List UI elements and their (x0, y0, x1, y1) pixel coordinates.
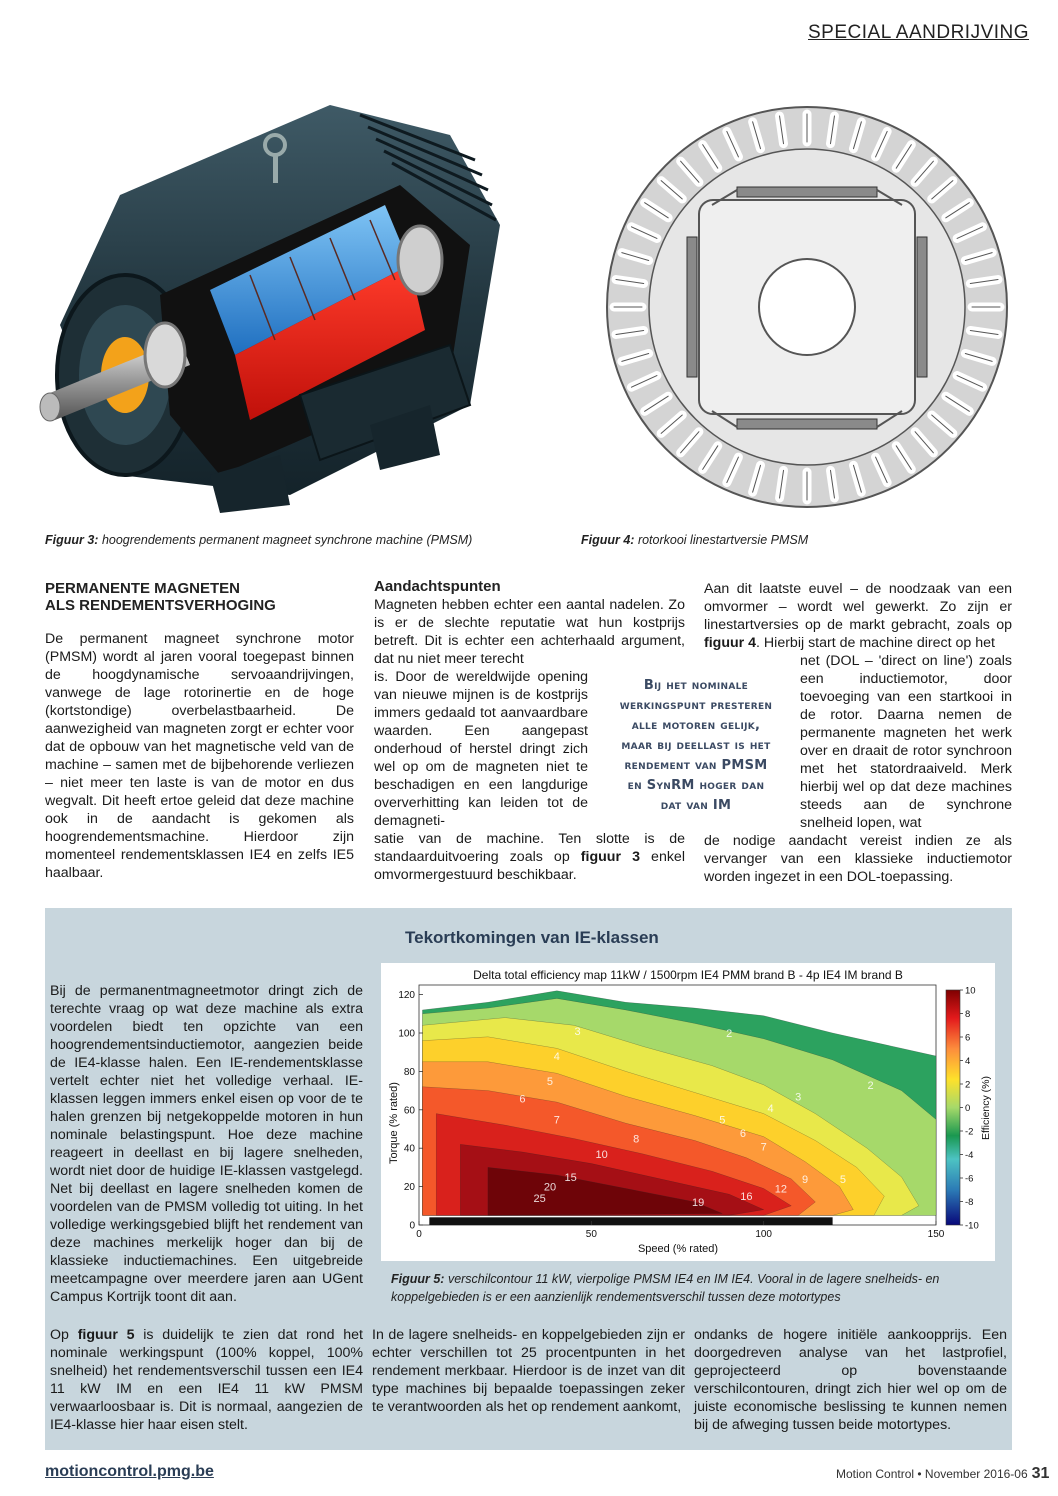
contour-label: 7 (553, 1114, 560, 1127)
figure-5-chart (381, 963, 995, 1261)
col2-body-bottom (374, 830, 685, 884)
column-3 (704, 580, 1012, 886)
contour-label: 5 (839, 1173, 847, 1186)
text-run: satie van de machine. Ten slotte is de standaarduitvoering zoals op (374, 831, 685, 865)
contour-label: 7 (760, 1141, 767, 1154)
figure-reference: figuur 4 (704, 635, 757, 651)
contour-band (429, 1217, 832, 1225)
efficiency-map-chart (381, 963, 995, 1261)
col3-body-narrow: net (DOL – 'direct on line') zoals een inductiemotor, door toevoeging van een startkooi in de rotor. Daarna nemen de permanente magneten het werk over en draait de rotor synchroon met het statordraaiveld. Merk hierbij wel op dat deze machines steeds aan de synchrone snelheid lopen, wat (800, 653, 1012, 831)
y-tick-label: 100 (398, 1028, 415, 1040)
x-tick-label: 50 (585, 1229, 597, 1240)
colorbar-tick-label: 2 (965, 1079, 971, 1091)
footer-issue-info (836, 1465, 1049, 1483)
col1-body: De permanent magneet synchrone motor (PMSM) wordt al jaren vooral toegepast binnen de hoogdynamische servoaandrijvingen, vanwege de lage rotorinertie en de hoge (kortstondige) overbelastbaarheid. De aanwezigheid van magneten zorgt er echter voor dat de opbouw van het magnetische veld van de machine – samen met de bijbehorende verliezen – niet meer ten laste is van de motor en dus wegvalt. Dit heeft ertoe geleid dat deze machine ook in de aandacht is gekomen als hoogrendementsmachine. Hierdoor zijn momenteel rendementsklassen IE4 en zelfs IE5 haalbaar. (45, 631, 354, 881)
col3-body-top (704, 580, 1012, 652)
heading-line: PERMANENTE MAGNETEN (45, 580, 241, 597)
colorbar-tick-label: 6 (965, 1032, 971, 1044)
text-run: Op (50, 1327, 78, 1343)
quote-line: dat van IM (660, 798, 732, 813)
y-tick-label: 40 (403, 1143, 415, 1155)
y-tick-label: 60 (403, 1105, 415, 1117)
x-tick-label: 100 (755, 1229, 773, 1240)
section-heading (45, 580, 354, 614)
figure-5-caption (391, 1270, 991, 1306)
contour-label: 6 (519, 1093, 526, 1106)
box-bottom-col-1 (50, 1326, 363, 1434)
contour-label: 19 (692, 1196, 705, 1209)
figure-reference: figuur 3 (580, 849, 640, 865)
colorbar-tick-label: 4 (965, 1056, 971, 1067)
text-run: enkel omvormergestuurd beschikbaar. (374, 849, 685, 883)
contour-label: 15 (564, 1172, 577, 1184)
page-number: 31 (1031, 1465, 1050, 1482)
caption-text: hoogrendements permanent magneet synchrone machine (PMSM) (98, 533, 473, 547)
quote-line: alle motoren gelijk, (631, 718, 761, 733)
x-tick-label: 0 (416, 1229, 422, 1240)
colorbar-tick-label: -10 (965, 1220, 979, 1232)
y-tick-label: 0 (409, 1220, 415, 1232)
quote-line: werkingspunt presteren (619, 698, 773, 713)
quote-line: maar bij deellast is het (621, 738, 771, 753)
caption-text: rotorkooi linestartversie PMSM (634, 533, 809, 547)
y-axis-label: Torque (% rated) (388, 1082, 400, 1164)
contour-label: 10 (595, 1148, 608, 1161)
figure-4-caption (581, 533, 808, 547)
colorbar-tick-label: 10 (965, 985, 976, 997)
y-tick-label: 20 (403, 1182, 415, 1194)
contour-label: 12 (774, 1183, 788, 1196)
caption-text: verschilcontour 11 kW, vierpolige PMSM IE4 en IM IE4. Vooral in de lagere snelheids- en koppelgebieden is er een aanzienlijk rendementsverschil tussen deze motortypes (391, 1272, 940, 1304)
contour-label: 5 (546, 1076, 554, 1088)
quote-line: en SynRM hoger dan (627, 778, 765, 793)
caption-label: Figuur 5: (391, 1272, 445, 1286)
col3-body-bottom: de nodige aandacht vereist indien ze als vervanger van een klassieke inductiemotor worden ingezet in een DOL-toepassing. (704, 833, 1012, 885)
contour-label: 20 (543, 1181, 557, 1194)
y-tick-label: 120 (398, 990, 415, 1002)
contour-label: 3 (795, 1091, 802, 1104)
box-bottom-col-3: ondanks de hogere initiële aankoopprijs. Een doorgedreven analyse van het lastprofiel, geprojecteerd op bovenstaande verschilcontouren, dringt zich hier wel op om de juiste economische beslissing te kunnen nemen bij de afweging tussen beide motortypes. (694, 1327, 1007, 1433)
colorbar-tick-label: -4 (965, 1150, 974, 1161)
caption-label: Figuur 4: (581, 533, 635, 547)
box-bottom-col-2: In de lagere snelheids- en koppelgebieden zijn er echter verschillen tot 25 procentpunten in het rendement merkbaar. Hierdoor is de inzet van dit type machines bij bepaalde toepassingen zeker te verantwoorden als het op rendement aankomt, (372, 1327, 685, 1415)
colorbar-tick-label: 8 (965, 1009, 971, 1020)
rotor-lamination-illustration (602, 55, 1040, 515)
contour-label: 25 (533, 1193, 546, 1206)
colorbar (946, 990, 960, 1225)
x-tick-label: 150 (927, 1229, 945, 1240)
chart-title: Delta total efficiency map 11kW / 1500rpm IE4 PMM brand B - 4p IE4 IM brand B (473, 968, 903, 982)
contour-label: 9 (801, 1173, 809, 1186)
section-header: SPECIAL AANDRIJVING (808, 22, 1030, 43)
colorbar-tick-label: 0 (965, 1103, 971, 1114)
contour-label: 4 (767, 1102, 774, 1115)
column-1 (45, 580, 354, 882)
contour-label: 2 (867, 1079, 874, 1092)
contour-label: 8 (633, 1133, 640, 1146)
figure-3-caption (45, 533, 472, 547)
colorbar-tick-label: -6 (965, 1173, 974, 1185)
figure-reference: figuur 5 (77, 1327, 135, 1343)
contour-label: 5 (719, 1114, 726, 1127)
quote-line: rendement van PMSM (624, 758, 768, 773)
subheading: Aandachtspunten (374, 578, 501, 595)
box-left-text: Bij de permanentmagneetmotor dringt zich de terechte vraag op wat deze machine als extra voordelen biedt ten opzichte van een hoogrendementsinductiemotor, aangezien beide de IE4-klasse halen. Een IE-rendementsklasse vertelt echter niet het volledige verhaal. IE-klassen leggen immers enkel eisen op voor de te halen grenzen bij netgekoppelde motoren in hun nominale belastingspunt. Hoe deze machine reageert in deellast en bij lagere snelheden, wordt niet door de huidige IE-klassen vastgelegd. Net bij deellast en lagere snelheden komen de voordelen van de PMSM volledig tot uiting. In het volledige werkingsgebied blijft het rendement van deze machines merkelijk hoger dan bij de klassieke inductiemachines. Een uitgebreide meetcampagne over meerdere jaren aan UGent Campus Kortrijk toont dit aan. (50, 983, 363, 1305)
footer-magazine: Motion Control • November 2016-06 (836, 1467, 1028, 1481)
colorbar-tick-label: -8 (965, 1197, 974, 1208)
text-run: is duidelijk te zien dat rond het nominale werkingspunt (100% koppel, 100% snelheid) het rendementsverschil tussen een IE4 11 kW IM en een IE4 11 kW PMSM verwaarloosbaar is. Dit is normaal, aangezien de IE4-klasse hier haar eisen stelt. (50, 1327, 363, 1433)
box-title: Tekortkomingen van IE-klassen (405, 928, 659, 947)
colorbar-label: Efficiency (%) (980, 1076, 992, 1140)
motor-illustration (30, 75, 550, 515)
col2-body-top: Magneten hebben echter een aantal nadelen. Zo is er de slechte reputatie wat hun kostprijs betreft. Dit is echter een achterhaald argument, dat nu niet meer terecht (374, 597, 685, 667)
figure-4-image (602, 55, 1040, 515)
colorbar-tick-label: -2 (965, 1126, 974, 1138)
y-tick-label: 80 (403, 1066, 415, 1078)
contour-label: 6 (739, 1127, 747, 1140)
text-run: Aan dit laatste euvel – de noodzaak van een omvormer – wordt wel gewerkt. Zo zijn er linestartversies op de markt gebracht, zoals op (704, 581, 1012, 633)
contour-label: 2 (726, 1028, 733, 1040)
text-run: . Hierbij start de machine direct op het (756, 635, 995, 651)
quote-line: Bij het nominale (643, 678, 749, 693)
heading-line: ALS RENDEMENTSVERHOGING (45, 597, 276, 614)
contour-label: 3 (574, 1026, 581, 1039)
figure-3-image (30, 75, 550, 515)
footer-website-link[interactable]: motioncontrol.pmg.be (45, 1463, 214, 1480)
x-axis-label: Speed (% rated) (637, 1243, 719, 1255)
caption-label: Figuur 3: (45, 533, 99, 547)
contour-label: 4 (553, 1051, 560, 1064)
contour-label: 16 (740, 1191, 753, 1204)
col2-body-narrow: is. Door de wereldwijde opening van nieuwe mijnen is de kostprijs immers gedaald tot aanvaardbare waarden. Een aangepast onderhoud of herstel dringt zich wel op om de magneten niet te beschadigen en een langdurige oververhitting kan leiden tot de demagneti- (374, 669, 588, 829)
